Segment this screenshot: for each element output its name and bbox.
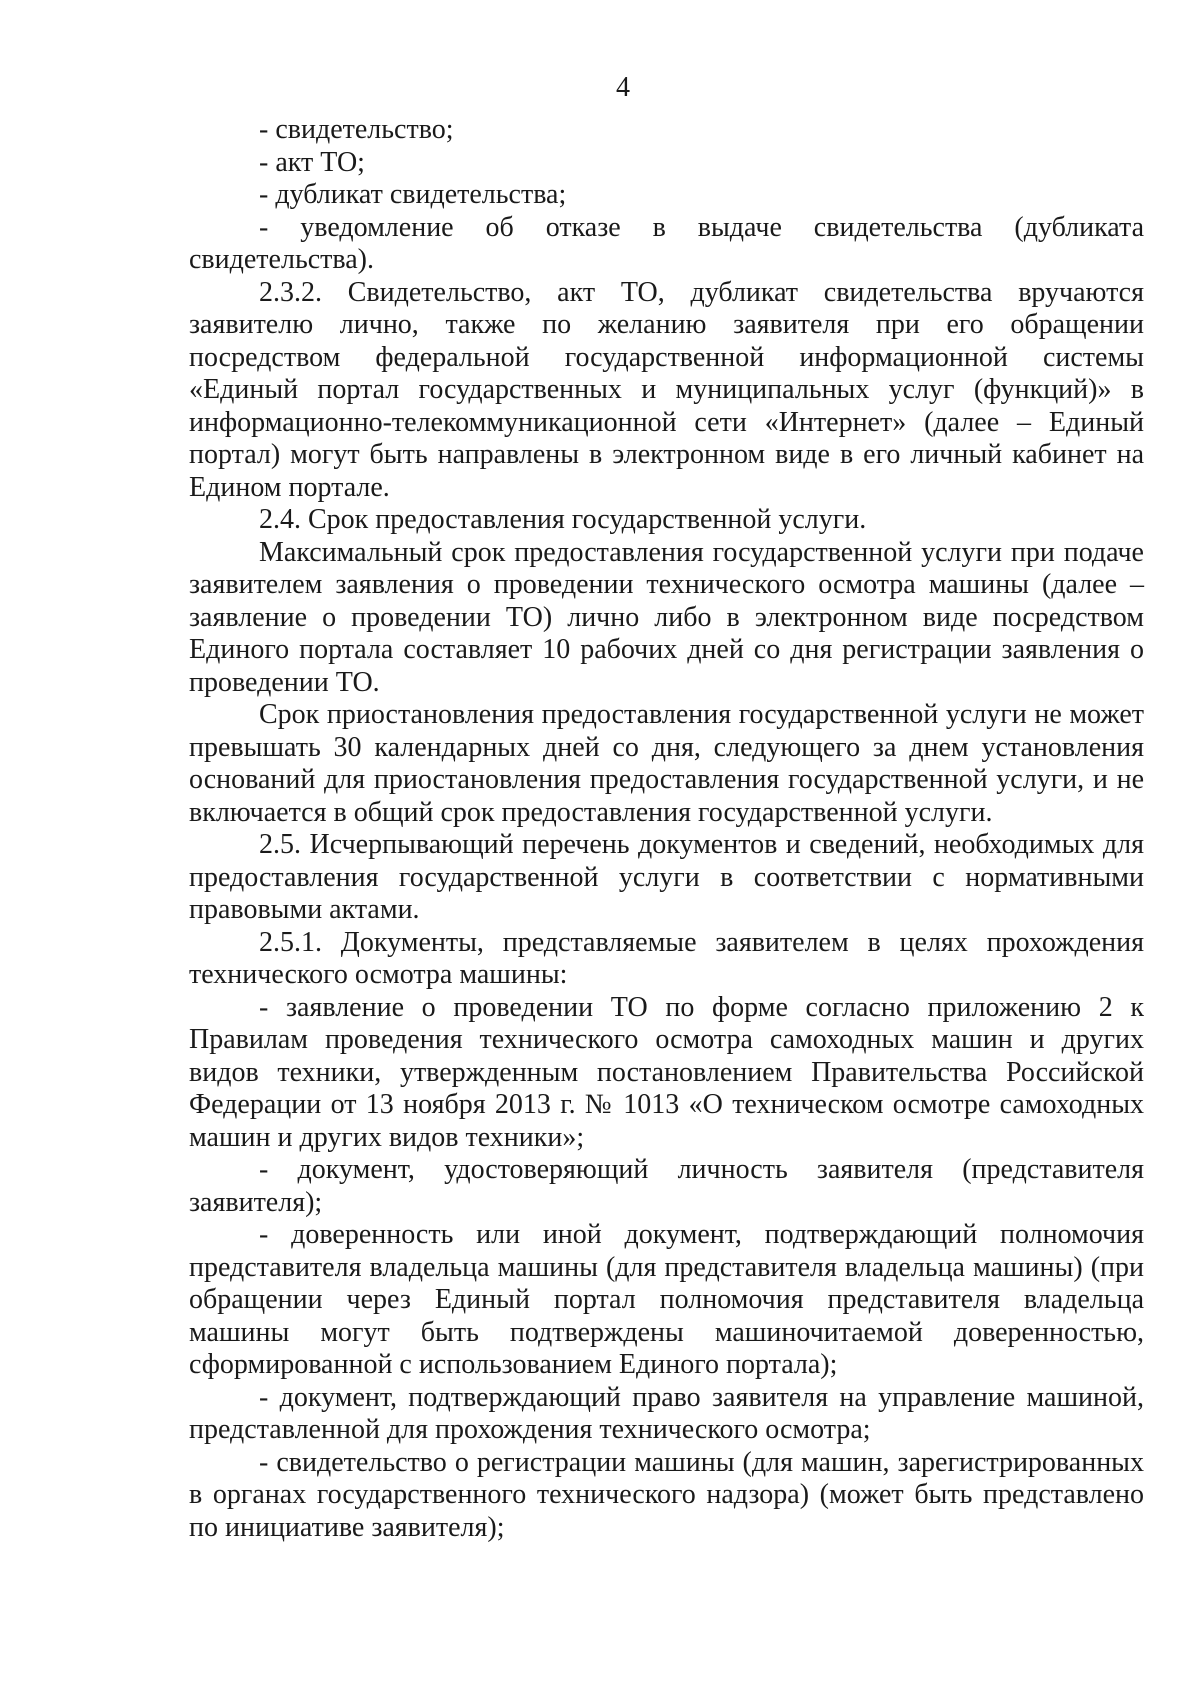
list-item-certificate: - свидетельство; (259, 114, 454, 145)
list-item-power-of-attorney: - доверенность или иной документ, подтверждающий полномочия представителя владельца машины (для представителя владельца машины) (при обращении через Единый портал полномочия представителя владельца машины могут быть подтверждены машиночитаемой доверенностью, сформированной с использованием Единого портала); (189, 1219, 1144, 1380)
list-item-application: - заявление о проведении ТО по форме согласно приложению 2 к Правилам проведения технического осмотра самоходных машин и других видов техники, утвержденным постановлением Правительства Российской Федерации от 13 ноября 2013 г. № 1013 «О техническом осмотре самоходных машин и других видов техники»; (189, 991, 1144, 1153)
paragraph-2-3-2: 2.3.2. Свидетельство, акт ТО, дубликат свидетельства вручаются заявителю лично, также по желанию заявителя при его обращении посредством федеральной государственной информационной системы «Единый портал государственных и муниципальных услуг (функций)» в информационно-телекоммуникационной сети «Интернет» (далее – Единый портал) могут быть направлены в электронном виде в его личный кабинет на Едином портале. (189, 276, 1144, 503)
paragraph-2-4-heading: 2.4. Срок предоставления государственной услуги. (259, 504, 867, 535)
list-item-driving-right: - документ, подтверждающий право заявителя на управление машиной, представленной для прохождения технического осмотра; (189, 1381, 1144, 1445)
list-item-refusal-notice: - уведомление об отказе в выдаче свидетельства (дубликата свидетельства). (189, 211, 1144, 275)
list-item-registration-certificate: - свидетельство о регистрации машины (для машин, зарегистрированных в органах государственного технического надзора) (может быть представлено по инициативе заявителя); (189, 1446, 1144, 1543)
paragraph-2-5-1: 2.5.1. Документы, представляемые заявителем в целях прохождения технического осмотра машины: (189, 926, 1144, 990)
document-body (189, 114, 1144, 1544)
list-item-certificate-duplicate: - дубликат свидетельства; (259, 179, 567, 210)
paragraph-max-term: Максимальный срок предоставления государственной услуги при подаче заявителем заявления о проведении технического осмотра машины (далее – заявление о проведении ТО) лично либо в электронном виде посредством Единого портала составляет 10 рабочих дней со дня регистрации заявления о проведении ТО. (189, 536, 1144, 698)
paragraph-suspension-term: Срок приостановления предоставления государственной услуги не может превышать 30 календарных дней со дня, следующего за днем установления оснований для приостановления предоставления государственной услуги, и не включается в общий срок предоставления государственной услуги. (189, 699, 1144, 828)
paragraph-2-5-heading: 2.5. Исчерпывающий перечень документов и сведений, необходимых для предоставления государственной услуги в соответствии с нормативными правовыми актами. (189, 829, 1144, 925)
page-number: 4 (616, 72, 630, 103)
list-item-inspection-act: - акт ТО; (259, 146, 365, 178)
list-item-identity-document: - документ, удостоверяющий личность заявителя (представителя заявителя); (189, 1154, 1144, 1218)
